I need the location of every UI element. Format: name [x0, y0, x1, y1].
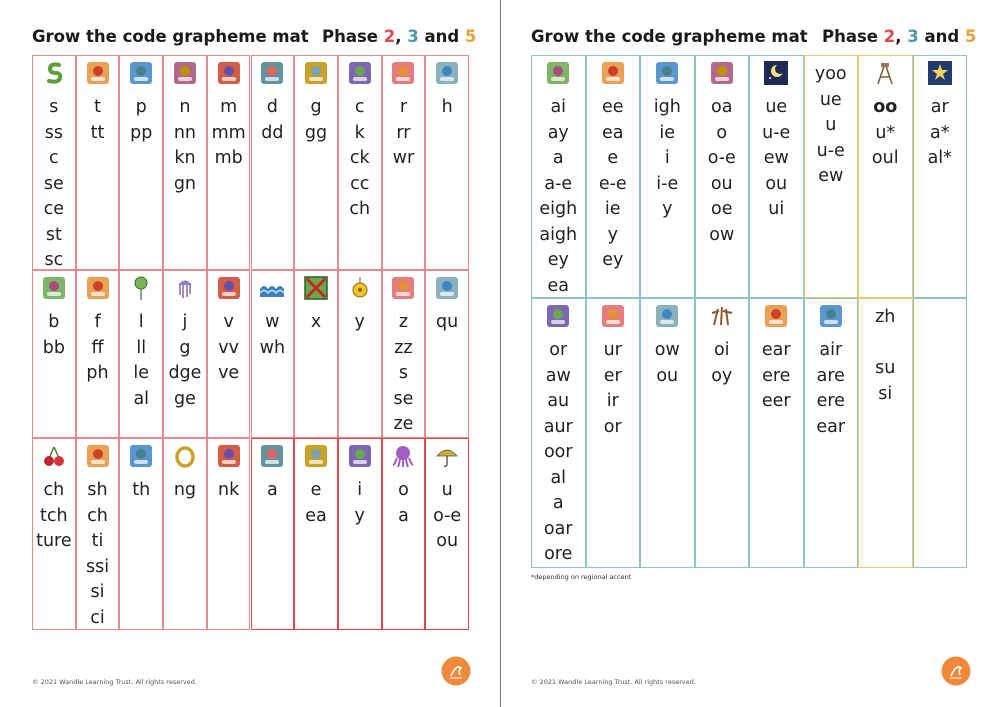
grapheme-list [295, 310, 337, 336]
grapheme: ur [603, 340, 622, 360]
grapheme: j [182, 312, 188, 332]
grapheme: or [603, 416, 622, 437]
grapheme: oi [713, 340, 730, 360]
right-page [501, 0, 1000, 707]
grapheme: n [179, 97, 191, 117]
phase2-grapheme-cell [76, 270, 120, 438]
grapheme: su [875, 358, 896, 378]
grapheme: ear [816, 416, 846, 437]
grapheme-list [696, 338, 749, 389]
grapheme: si [90, 582, 105, 602]
grapheme: ue [819, 89, 842, 110]
wandle-logo-icon [941, 656, 971, 686]
phase2-grapheme-cell [119, 270, 163, 438]
grapheme: igh [653, 97, 681, 117]
grapheme: oar [543, 518, 573, 539]
grapheme: sc [44, 250, 64, 270]
grapheme-list [295, 478, 337, 529]
grapheme: ge [174, 388, 196, 409]
grapheme: z [398, 312, 409, 332]
grapheme: ch [43, 480, 65, 500]
grapheme-list [164, 478, 206, 504]
phase2-grapheme-cell [338, 55, 382, 270]
grapheme: tt [90, 122, 105, 143]
phase3-grapheme-cell [858, 298, 913, 568]
grapheme: y [354, 505, 365, 526]
phase3-grapheme-cell [804, 298, 859, 568]
phase2-grapheme-cell [32, 270, 76, 438]
grapheme: f [94, 312, 101, 332]
grapheme: m [220, 97, 238, 117]
phase3-grapheme-cell [913, 55, 968, 298]
grapheme-list [587, 95, 640, 274]
grapheme: y [607, 224, 618, 245]
moon-icon [763, 60, 789, 86]
grapheme: u* [875, 122, 896, 143]
grapheme: ti [91, 531, 104, 551]
grapheme: u [825, 115, 837, 135]
wandle-logo-icon [441, 656, 471, 686]
grapheme-list [164, 95, 206, 197]
mouse-icon [216, 60, 242, 86]
grapheme: ze [393, 414, 414, 434]
grapheme-list [33, 95, 75, 274]
grapheme: nk [218, 480, 240, 500]
grapheme: oo [873, 97, 898, 117]
grapheme-list [77, 478, 119, 631]
grapheme: ssi [85, 556, 110, 577]
grapheme-list [750, 95, 803, 223]
grapheme: vv [218, 337, 239, 358]
grapheme-list [339, 95, 381, 223]
grapheme: ee [601, 97, 624, 117]
grapheme-list [383, 95, 425, 172]
grapheme: ere [816, 391, 845, 411]
grapheme-list [77, 95, 119, 146]
grapheme: ere [762, 365, 791, 386]
phase3-grapheme-cell [804, 55, 859, 298]
phase2-grapheme-cell [425, 438, 469, 630]
lookout-icon [872, 60, 898, 86]
ring-icon [172, 443, 198, 469]
grapheme: si [878, 383, 893, 404]
grapheme-list [208, 310, 250, 387]
phase3-grapheme-cell [586, 55, 641, 298]
grapheme: ff [91, 337, 104, 358]
boat-icon [709, 60, 735, 86]
grapheme: ey [547, 250, 569, 270]
grapheme: ture [36, 531, 72, 551]
copyright-text: © 2021 Wandle Learning Trust. All rights reserved. [32, 678, 197, 686]
grapheme-list [805, 62, 858, 190]
grapheme-list [383, 478, 425, 529]
queen-icon [434, 275, 460, 301]
grapheme: ai [550, 97, 567, 117]
grapheme: wr [392, 148, 415, 168]
grapheme: a [266, 480, 278, 500]
grapheme: s [398, 363, 408, 383]
grapheme: ew [763, 148, 789, 168]
grapheme: ea [602, 122, 624, 143]
grapheme: v [223, 312, 234, 332]
phase2-grapheme-cell [294, 55, 338, 270]
grapheme: ow [654, 340, 680, 360]
grapheme: e [310, 480, 322, 500]
grapheme: or [549, 340, 568, 360]
grapheme: ar [930, 97, 949, 117]
helicopter-icon [434, 60, 460, 86]
grapheme: eer [761, 391, 791, 411]
phase2-grapheme-cell [76, 438, 120, 630]
grapheme: oa [711, 97, 733, 117]
grapheme: ie [659, 122, 676, 143]
grapheme: bb [42, 337, 65, 358]
footnote: *depending on regional accent [531, 573, 632, 581]
grapheme: mb [214, 148, 243, 168]
grapheme: t [94, 97, 101, 117]
grapheme: h [441, 97, 453, 117]
grapheme: oe [711, 199, 733, 219]
cherries-icon [41, 443, 67, 469]
grapheme: th [132, 480, 151, 500]
caterpillar-icon [347, 60, 373, 86]
grapheme-list [532, 95, 585, 299]
phase2-grapheme-cell [338, 438, 382, 630]
coin-icon [709, 303, 735, 329]
owl-icon [654, 303, 680, 329]
grapheme: ay [547, 122, 569, 143]
grapheme: oul [871, 148, 899, 168]
star-icon [927, 60, 953, 86]
grapheme-list [859, 95, 912, 172]
grapheme: kn [174, 148, 196, 168]
grapheme: d [266, 97, 278, 117]
phase2-grapheme-cell [251, 55, 295, 270]
grapheme: ck [349, 148, 370, 168]
phase3-grapheme-cell [749, 298, 804, 568]
grapheme: aur [543, 416, 573, 437]
phase2-grapheme-cell [119, 438, 163, 630]
grapheme: au [547, 391, 570, 411]
grapheme-list [252, 478, 294, 504]
grapheme: dge [168, 363, 202, 383]
phase2-grapheme-cell [207, 438, 251, 630]
grapheme: u [441, 480, 453, 500]
grapheme: ea [547, 275, 569, 296]
grapheme: wh [259, 337, 286, 358]
grapheme: ss [44, 122, 63, 143]
zebra-icon [390, 275, 416, 301]
phase2-grapheme-cell [119, 55, 163, 270]
copyright-text: © 2021 Wandle Learning Trust. All rights reserved. [531, 678, 696, 686]
ear-icon [763, 303, 789, 329]
grapheme: a [398, 505, 409, 526]
grapheme: ou [765, 173, 788, 194]
grapheme: ce [43, 199, 65, 219]
phase2-grapheme-cell [251, 438, 295, 630]
grapheme: ou [436, 531, 459, 551]
grapheme: air [819, 340, 843, 360]
grapheme-list [641, 338, 694, 389]
phase2-grapheme-cell [425, 270, 469, 438]
volcano-icon [216, 275, 242, 301]
grapheme: gg [304, 122, 328, 143]
phase2-grapheme-cell [32, 438, 76, 630]
grapheme: a [552, 493, 564, 513]
tiger-icon [85, 60, 111, 86]
grapheme-list [164, 310, 206, 412]
grapheme: sh [87, 480, 108, 500]
grapheme-list [252, 95, 294, 146]
phase3-grapheme-cell [531, 55, 586, 298]
page-title: Grow the code grapheme mat [32, 27, 309, 46]
grapheme: ear [761, 340, 791, 360]
phase3-grapheme-cell [640, 298, 695, 568]
elephant-icon [303, 443, 329, 469]
thumb-icon [128, 443, 154, 469]
grapheme: w [265, 312, 280, 332]
lizard-icon [347, 443, 373, 469]
phase2-grapheme-cell [76, 55, 120, 270]
grapheme: ie [604, 199, 621, 219]
grapheme: k [354, 122, 365, 143]
grapheme: ci [90, 607, 105, 628]
octopus-icon [390, 443, 416, 469]
grapheme-list [383, 310, 425, 438]
grapheme: o [398, 480, 409, 500]
grapheme-list [252, 310, 294, 361]
phase3-grapheme-cell [749, 55, 804, 298]
grapheme-list [750, 338, 803, 415]
grapheme-list [295, 95, 337, 146]
waves-icon [259, 275, 285, 301]
grapheme: i-e [656, 173, 679, 194]
phase3-grapheme-cell [695, 55, 750, 298]
grapheme: g [310, 97, 322, 117]
grapheme-list [120, 95, 162, 146]
phase-label: Phase 2, 3 and 5 [322, 27, 477, 46]
phase3-grapheme-cell [913, 298, 968, 568]
phase2-grapheme-cell [382, 55, 426, 270]
penguin-icon [128, 60, 154, 86]
grapheme: yoo [814, 64, 847, 84]
astronaut-icon [259, 443, 285, 469]
grapheme: ew [818, 166, 844, 186]
lollipop-icon [128, 275, 154, 301]
grapheme-list [339, 310, 381, 336]
shell-icon [85, 443, 111, 469]
jeep-icon [600, 60, 626, 86]
hair-icon [818, 303, 844, 329]
jellyfish-icon [172, 275, 198, 301]
grapheme: ve [218, 363, 240, 383]
grapheme-list [339, 478, 381, 529]
grapheme-list [120, 310, 162, 412]
grapheme: tch [40, 505, 68, 526]
phase2-grapheme-cell [425, 55, 469, 270]
grapheme: zz [394, 337, 413, 358]
grapheme: u-e [816, 140, 845, 161]
grapheme: se [393, 388, 414, 409]
phase2-grapheme-cell [163, 55, 207, 270]
flamingo-icon [85, 275, 111, 301]
grapheme-list [641, 95, 694, 223]
bear-icon [41, 275, 67, 301]
grapheme: ch [349, 199, 371, 219]
phase3-grapheme-cell [531, 298, 586, 568]
grapheme: a-e [544, 173, 573, 194]
grapheme: e-e [598, 173, 627, 194]
grapheme: ui [768, 199, 785, 219]
phase2-grapheme-cell [207, 55, 251, 270]
grapheme: ow [709, 224, 735, 245]
unicorn-icon [545, 303, 571, 329]
grapheme-list [120, 478, 162, 504]
grapheme: a* [930, 122, 950, 143]
grapheme: e [607, 148, 619, 168]
grapheme: ll [136, 337, 147, 358]
grapheme: ir [606, 391, 619, 411]
umbrella-icon [434, 443, 460, 469]
snake-icon [41, 60, 67, 86]
grapheme: aw [545, 365, 571, 386]
phase2-grapheme-cell [294, 270, 338, 438]
night-light-icon [654, 60, 680, 86]
grapheme: ch [87, 505, 108, 526]
goat-icon [303, 60, 329, 86]
grapheme: ey [602, 250, 624, 270]
grapheme-list [426, 95, 468, 121]
grapheme: qu [436, 312, 459, 332]
grapheme: rr [396, 122, 411, 143]
grapheme: g [179, 337, 191, 358]
grapheme: s [49, 97, 59, 117]
phase2-grapheme-cell [338, 270, 382, 438]
grapheme: al [550, 467, 567, 488]
grapheme-list [914, 95, 967, 172]
grapheme: o [716, 122, 728, 143]
grapheme: i [357, 480, 363, 500]
grapheme-list [805, 338, 858, 440]
grapheme: oor [543, 442, 573, 462]
grapheme: p [135, 97, 147, 117]
grapheme: l [138, 312, 144, 332]
rain-icon [545, 60, 571, 86]
grapheme-list [532, 338, 585, 568]
grapheme-list [696, 95, 749, 248]
phase3-grapheme-cell [640, 55, 695, 298]
phase3-grapheme-cell [858, 55, 913, 298]
yoyo-icon [347, 275, 373, 301]
grapheme-list [426, 310, 468, 336]
grapheme: er [603, 365, 622, 386]
phase2-grapheme-cell [163, 270, 207, 438]
grapheme: al [133, 388, 150, 409]
horse-icon [600, 303, 626, 329]
grapheme: ea [305, 505, 327, 526]
grapheme: dd [261, 122, 284, 143]
grapheme: aigh [539, 224, 578, 245]
phase-label: Phase 2, 3 and 5 [822, 27, 977, 46]
grapheme-list [33, 478, 75, 555]
grapheme: c [49, 148, 59, 168]
phase2-grapheme-cell [207, 270, 251, 438]
phase3-grapheme-cell [695, 298, 750, 568]
grapheme: u-e [762, 122, 791, 143]
grapheme: ue [765, 97, 788, 117]
grapheme: ore [544, 544, 573, 564]
grapheme: oy [711, 365, 733, 386]
grapheme-list [587, 338, 640, 440]
phase2-grapheme-cell [32, 55, 76, 270]
box-icon [303, 275, 329, 301]
grapheme: x [310, 312, 322, 332]
grapheme: o-e [707, 148, 736, 168]
grapheme: ou [656, 365, 679, 386]
grapheme: al* [927, 148, 952, 168]
grapheme: i [664, 148, 670, 168]
grapheme: are [816, 365, 845, 386]
grapheme: y [354, 312, 365, 332]
duck-icon [259, 60, 285, 86]
net-icon [172, 60, 198, 86]
grapheme-list [208, 95, 250, 172]
grapheme: ph [86, 363, 109, 383]
grapheme: mm [211, 122, 246, 143]
grapheme-list [33, 310, 75, 361]
grapheme: gn [173, 173, 197, 194]
phase2-grapheme-cell [163, 438, 207, 630]
grapheme: cc [350, 173, 370, 194]
grapheme: pp [130, 122, 153, 143]
grapheme: ou [710, 173, 733, 194]
grapheme: le [133, 363, 150, 383]
grapheme: zh [875, 307, 896, 327]
page-title: Grow the code grapheme mat [531, 27, 808, 46]
skunk-icon [216, 443, 242, 469]
grapheme: st [45, 224, 62, 245]
grapheme: se [43, 173, 64, 194]
grapheme: nn [173, 122, 197, 143]
phase2-grapheme-cell [382, 438, 426, 630]
grapheme-list [859, 305, 912, 407]
grapheme: ng [173, 480, 197, 500]
grapheme-list [426, 478, 468, 555]
phase2-grapheme-cell [382, 270, 426, 438]
grapheme: a [552, 148, 564, 168]
rainbow-icon [390, 60, 416, 86]
grapheme-list [208, 478, 250, 504]
phase2-grapheme-cell [251, 270, 295, 438]
grapheme: o-e [433, 505, 462, 526]
grapheme: b [48, 312, 60, 332]
grapheme: c [354, 97, 365, 117]
grapheme: r [399, 97, 408, 117]
grapheme-list [77, 310, 119, 387]
grapheme: eigh [539, 199, 578, 219]
grapheme: y [662, 199, 673, 219]
phase2-grapheme-cell [294, 438, 338, 630]
phase3-grapheme-cell [586, 298, 641, 568]
